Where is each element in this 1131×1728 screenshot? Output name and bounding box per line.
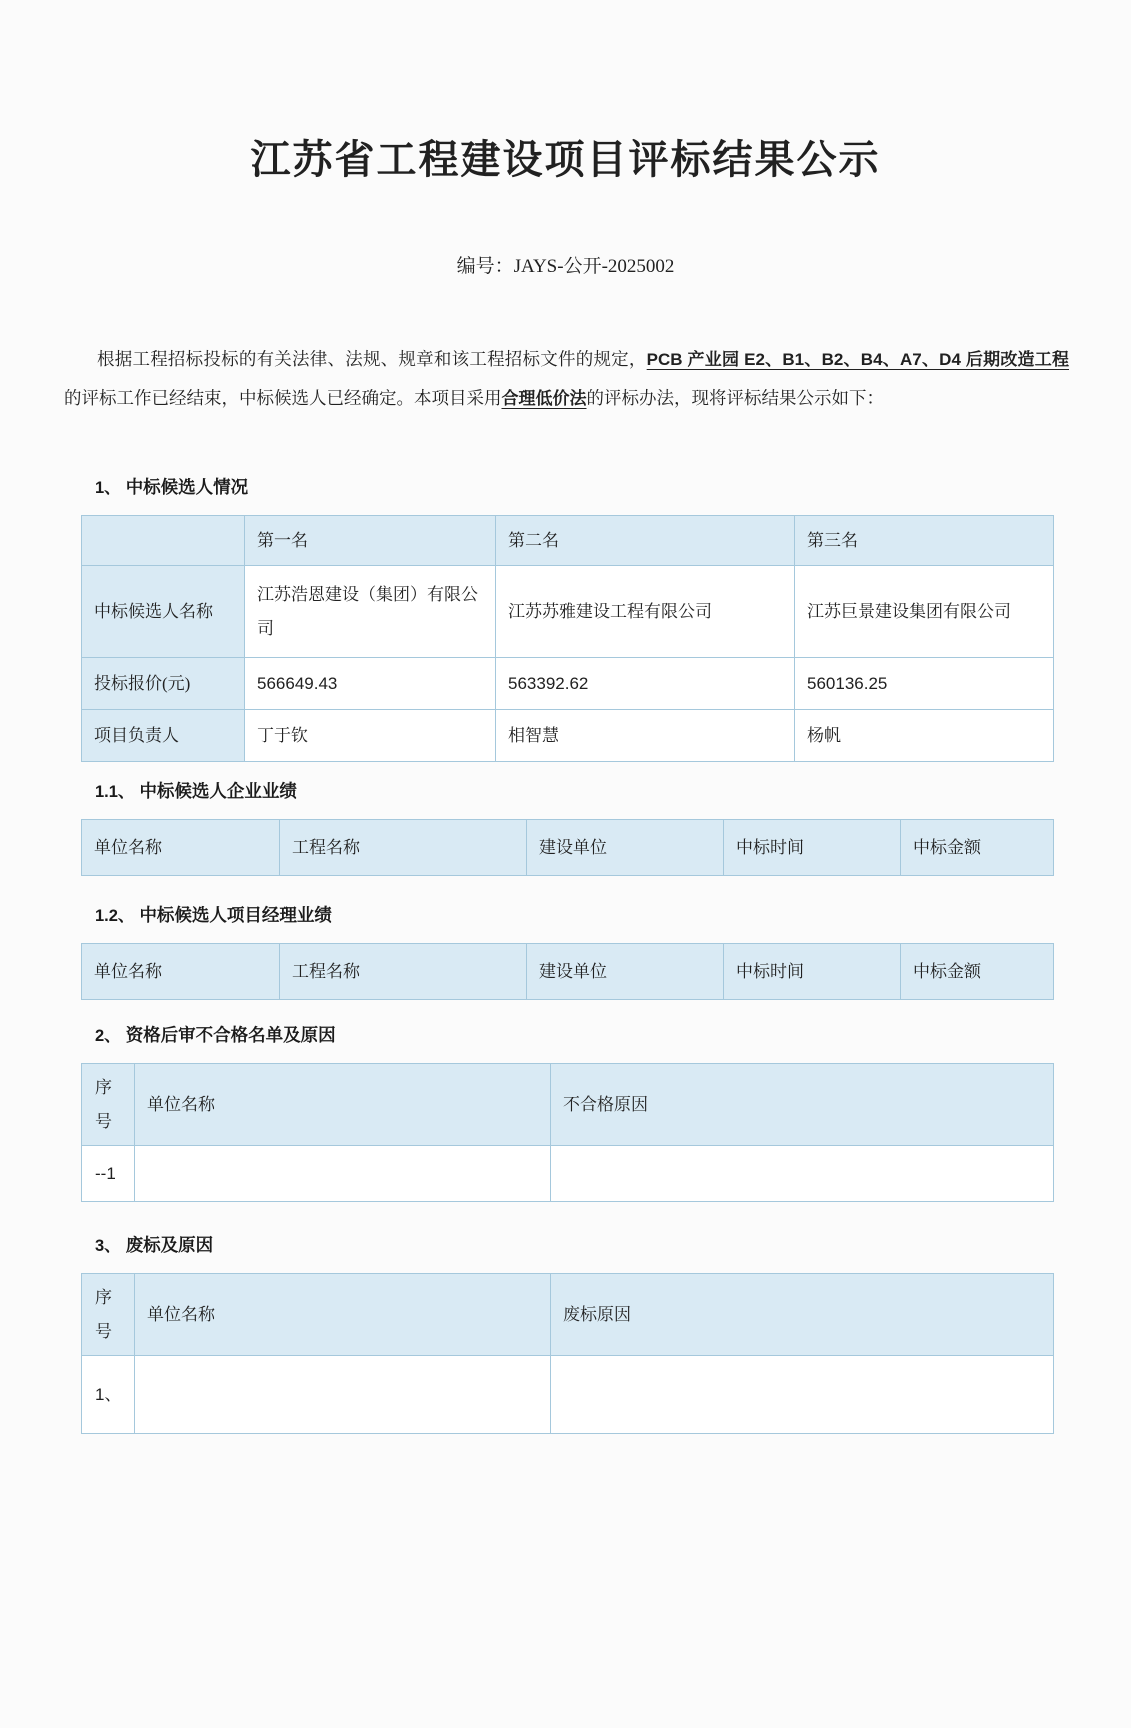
manager-performance-header-row xyxy=(82,944,1054,1000)
section-2-heading xyxy=(95,1022,1131,1047)
section-2-title: 资格后审不合格名单及原因 xyxy=(125,1025,336,1045)
disqualified-row-reason xyxy=(551,1146,1054,1202)
candidate-3-price: 560136.25 xyxy=(795,658,1054,710)
section-3-heading xyxy=(95,1232,1131,1257)
unit-name-header: 单位名称 xyxy=(135,1064,551,1146)
unit-name-header: 单位名称 xyxy=(135,1274,551,1356)
invalid-bids-header-row xyxy=(82,1274,1054,1356)
enterprise-performance-table xyxy=(81,819,1054,876)
project-manager-row xyxy=(82,710,1054,762)
section-1-title: 中标候选人情况 xyxy=(125,477,249,497)
unit-name-header: 单位名称 xyxy=(82,820,280,876)
section-1-number: 1、 xyxy=(95,479,121,497)
candidates-header-row xyxy=(82,516,1054,566)
section-3-number: 3、 xyxy=(95,1237,121,1255)
candidate-1-name: 江苏浩恩建设（集团）有限公司 xyxy=(245,566,496,658)
row-label-project-manager: 项目负责人 xyxy=(82,710,245,762)
section-1-1-heading xyxy=(95,778,1131,803)
invalid-reason-header: 废标原因 xyxy=(551,1274,1054,1356)
construction-unit-header: 建设单位 xyxy=(527,944,724,1000)
section-1-heading xyxy=(95,474,1131,499)
invalid-bids-table xyxy=(81,1273,1054,1434)
invalid-bid-row xyxy=(82,1356,1054,1434)
candidate-1-manager: 丁于钦 xyxy=(245,710,496,762)
disqualified-row xyxy=(82,1146,1054,1202)
row-label-candidate-name: 中标候选人名称 xyxy=(82,566,245,658)
row-label-bid-price: 投标报价(元) xyxy=(82,658,245,710)
rank-2-header: 第二名 xyxy=(496,516,795,566)
page-title: 江苏省工程建设项目评标结果公示 xyxy=(250,137,881,182)
section-2-number: 2、 xyxy=(95,1027,121,1045)
candidate-2-price: 563392.62 xyxy=(496,658,795,710)
corner-cell xyxy=(82,516,245,566)
disqualified-row-unit xyxy=(135,1146,551,1202)
evaluation-method: 合理低价法 xyxy=(501,389,587,408)
award-amount-header: 中标金额 xyxy=(901,944,1054,1000)
invalid-bid-row-seq: 1、 xyxy=(82,1356,135,1434)
invalid-bid-row-reason xyxy=(551,1356,1054,1434)
disqualified-header-row xyxy=(82,1064,1054,1146)
doc-number: 编号：JAYS-公开-2025002 xyxy=(456,256,675,277)
intro-lead: 根据工程招标投标的有关法律、法规、规章和该工程招标文件的规定， xyxy=(97,349,647,369)
bid-price-row xyxy=(82,658,1054,710)
project-name: PCB 产业园 E2、B1、B2、B4、A7、D4 后期改造工程 xyxy=(646,350,1070,369)
candidate-name-row xyxy=(82,566,1054,658)
section-3-title: 废标及原因 xyxy=(125,1235,214,1255)
unit-name-header: 单位名称 xyxy=(82,944,280,1000)
sequence-number-header: 序号 xyxy=(82,1064,135,1146)
candidate-2-manager: 相智慧 xyxy=(496,710,795,762)
project-name-header: 工程名称 xyxy=(280,944,527,1000)
section-1-2-number: 1.2、 xyxy=(95,907,135,925)
sequence-number-header: 序号 xyxy=(82,1274,135,1356)
enterprise-performance-header-row xyxy=(82,820,1054,876)
award-amount-header: 中标金额 xyxy=(901,820,1054,876)
section-1-1-title: 中标候选人企业业绩 xyxy=(139,781,297,801)
project-name-header: 工程名称 xyxy=(280,820,527,876)
candidate-1-price: 566649.43 xyxy=(245,658,496,710)
manager-performance-table xyxy=(81,943,1054,1000)
candidate-2-name: 江苏苏雅建设工程有限公司 xyxy=(496,566,795,658)
rank-1-header: 第一名 xyxy=(245,516,496,566)
candidates-table xyxy=(81,515,1054,762)
section-1-1-number: 1.1、 xyxy=(95,783,135,801)
disqualified-table xyxy=(81,1063,1054,1202)
section-1-2-heading xyxy=(95,902,1131,927)
intro-tail: 的评标办法，现将评标结果公示如下： xyxy=(586,388,884,408)
disqualify-reason-header: 不合格原因 xyxy=(551,1064,1054,1146)
intro-mid: 的评标工作已经结束，中标候选人已经确定。本项目采用 xyxy=(64,388,502,408)
intro-paragraph xyxy=(64,340,1069,418)
document-page xyxy=(0,128,1131,1728)
award-time-header: 中标时间 xyxy=(724,944,901,1000)
candidate-3-manager: 杨帆 xyxy=(795,710,1054,762)
invalid-bid-row-unit xyxy=(135,1356,551,1434)
rank-3-header: 第三名 xyxy=(795,516,1054,566)
award-time-header: 中标时间 xyxy=(724,820,901,876)
section-1-2-title: 中标候选人项目经理业绩 xyxy=(139,905,332,925)
construction-unit-header: 建设单位 xyxy=(527,820,724,876)
candidate-3-name: 江苏巨景建设集团有限公司 xyxy=(795,566,1054,658)
disqualified-row-seq: --1 xyxy=(82,1146,135,1202)
